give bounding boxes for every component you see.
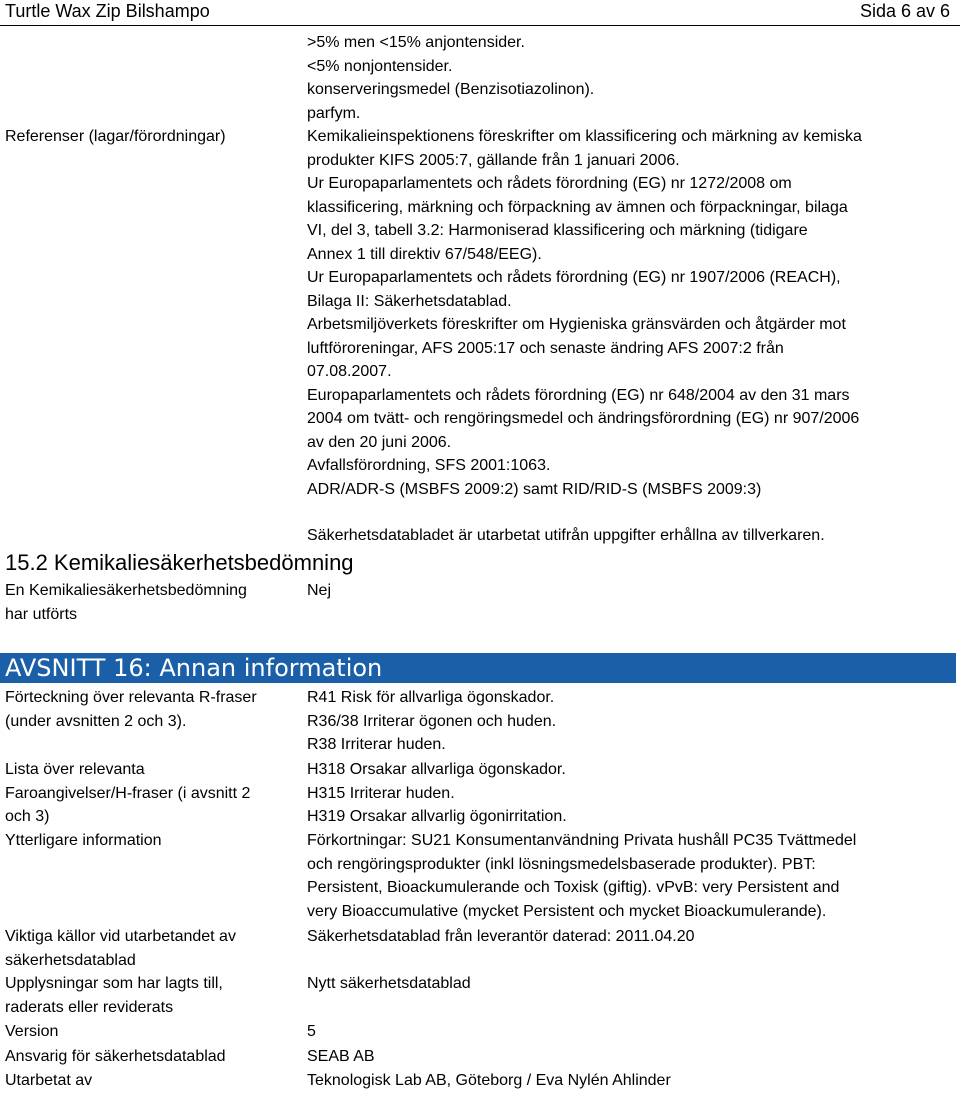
chemical-safety-assessment-label — [5, 579, 247, 626]
reference-line: Ur Europaparlamentets och rådets förordning (EG) nr 1272/2008 om — [307, 175, 792, 192]
section-16-heading-bar — [0, 653, 956, 683]
additional-info-line: Persistent, Bioackumulerande och Toxisk (giftig). vPvB: very Persistent and — [307, 879, 840, 896]
reference-line: av den 20 juni 2006. — [307, 433, 452, 451]
label-line: säkerhetsdatablad — [5, 951, 136, 969]
page-indicator: Sida 6 av 6 — [859, 1, 950, 21]
responsible-label: Ansvarig för säkerhetsdatablad — [5, 1048, 226, 1065]
h-phrase: H319 Orsakar allvarlig ögonirritation. — [307, 808, 567, 825]
reference-line: Europaparlamentets och rådets förordning (EG) nr 648/2004 av den 31 mars — [307, 386, 850, 404]
references-list — [307, 125, 862, 501]
sources-value: Säkerhetsdatablad från leverantör daterad: 2011.04.20 — [307, 928, 695, 945]
sources-label — [5, 925, 236, 972]
reference-line: luftföroreningar, AFS 2005:17 och senaste ändring AFS 2007:2 från — [307, 339, 784, 357]
label-line: Viktiga källor vid utarbetandet av — [5, 928, 236, 945]
label-line: och 3) — [5, 808, 50, 825]
label-line: Faroangivelser/H-fraser (i avsnitt 2 — [5, 784, 251, 802]
label-line: raderats eller reviderats — [5, 998, 174, 1016]
label-line: Upplysningar som har lagts till, — [5, 975, 223, 992]
document-product-name: Turtle Wax Zip Bilshampo — [5, 1, 210, 21]
composition-lines — [307, 31, 594, 125]
label-line: Förteckning över relevanta R-fraser — [5, 689, 257, 706]
reference-line: ADR/ADR-S (MSBFS 2009:2) samt RID/RID-S (MSBFS 2009:3) — [307, 480, 762, 498]
reference-line: Annex 1 till direktiv 67/548/EEG). — [307, 245, 542, 263]
responsible-value: SEAB AB — [307, 1048, 375, 1065]
composition-line: konserveringsmedel (Benzisotiazolinon). — [307, 81, 595, 98]
r-phrase: R36/38 Irriterar ögonen och huden. — [307, 712, 557, 730]
reference-line: VI, del 3, tabell 3.2: Harmoniserad klassificering och märkning (tidigare — [307, 222, 808, 239]
additional-info-line: Förkortningar: SU21 Konsumentanvändning Privata hushåll PC35 Tvättmedel — [307, 832, 857, 849]
additional-info-label: Ytterligare information — [5, 832, 162, 849]
reference-line: Kemikalieinspektionens föreskrifter om klassificering och märkning av kemiska — [307, 128, 862, 145]
reference-line: klassificering, märkning och förpackning av ämnen och förpackningar, bilaga — [307, 198, 848, 216]
h-phrases-list — [307, 758, 567, 829]
label-line: Lista över relevanta — [5, 761, 145, 778]
section-16-heading: AVSNITT 16: Annan information — [5, 654, 383, 682]
references-label: Referenser (lagar/förordningar) — [5, 128, 226, 145]
reference-line: Bilaga II: Säkerhetsdatablad. — [307, 292, 512, 310]
r-phrases-list — [307, 686, 556, 757]
h-phrases-label — [5, 758, 250, 829]
composition-line: parfym. — [307, 104, 361, 122]
reference-line: 07.08.2007. — [307, 363, 392, 380]
label-line: (under avsnitten 2 och 3). — [5, 712, 187, 730]
section-15-2-heading: 15.2 Kemikaliesäkerhetsbedömning — [5, 550, 354, 575]
prepared-by-value: Teknologisk Lab AB, Göteborg / Eva Nylén Ahlinder — [307, 1072, 671, 1089]
additional-info-line: och rengöringsprodukter (inkl lösningsmedelsbaserade produkter). PBT: — [307, 855, 816, 873]
h-phrase: H318 Orsakar allvarliga ögonskador. — [307, 761, 566, 778]
composition-line: >5% men <15% anjontensider. — [307, 34, 525, 51]
label-line: En Kemikaliesäkerhetsbedömning — [5, 582, 247, 599]
reference-line: Avfallsförordning, SFS 2001:1063. — [307, 457, 551, 474]
chemical-safety-assessment-value: Nej — [307, 582, 332, 599]
reference-line: Arbetsmiljöverkets föreskrifter om Hygieniska gränsvärden och åtgärder mot — [307, 316, 846, 333]
composition-line: <5% nonjontensider. — [307, 57, 453, 75]
label-line: har utförts — [5, 605, 78, 623]
h-phrase: H315 Irriterar huden. — [307, 784, 455, 802]
header-divider — [0, 25, 960, 26]
version-label: Version — [5, 1023, 59, 1040]
changes-label — [5, 972, 223, 1019]
basis-note: Säkerhetsdatabladet är utarbetat utifrån uppgifter erhållna av tillverkaren. — [307, 527, 825, 544]
additional-info-text — [307, 829, 856, 923]
r-phrases-label — [5, 686, 257, 733]
additional-info-line: very Bioaccumulative (mycket Persistent och mycket Bioackumulerande). — [307, 902, 827, 920]
r-phrase: R41 Risk för allvarliga ögonskador. — [307, 689, 555, 706]
prepared-by-label: Utarbetat av — [5, 1072, 93, 1089]
r-phrase: R38 Irriterar huden. — [307, 736, 446, 753]
reference-line: 2004 om tvätt- och rengöringsmedel och ändringsförordning (EG) nr 907/2006 — [307, 410, 860, 427]
reference-line: produkter KIFS 2005:7, gällande från 1 januari 2006. — [307, 151, 680, 169]
reference-line: Ur Europaparlamentets och rådets förordning (EG) nr 1907/2006 (REACH), — [307, 269, 841, 286]
changes-value: Nytt säkerhetsdatablad — [307, 975, 471, 992]
version-value: 5 — [307, 1023, 316, 1040]
